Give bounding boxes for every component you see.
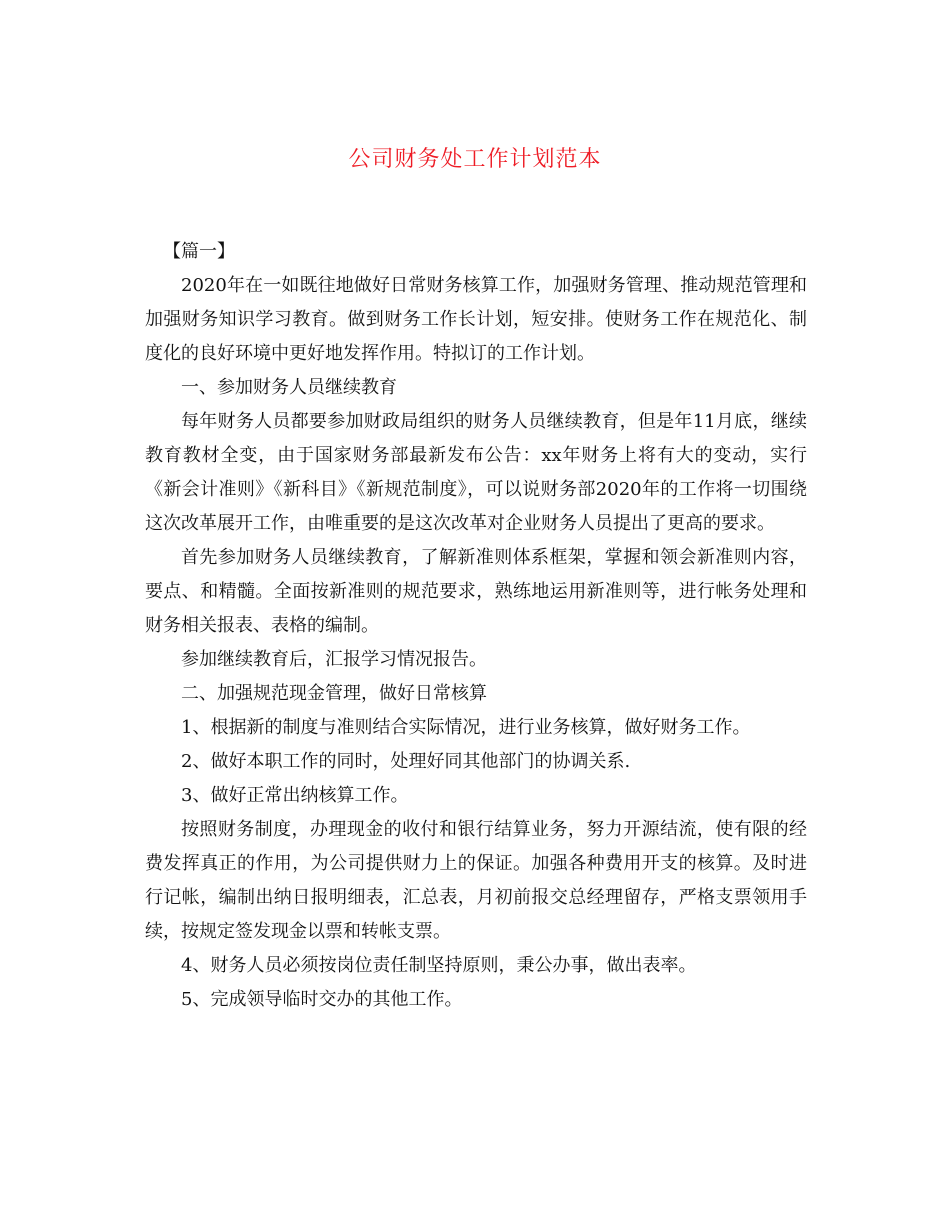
list-item: 3、做好正常出纳核算工作。 <box>181 785 409 806</box>
document-title: 公司财务处工作计划范本 <box>348 147 602 172</box>
list-item: 1、根据新的制度与准则结合实际情况，进行业务核算，做好财务工作。 <box>181 717 751 738</box>
list-item: 2、做好本职工作的同时，处理好同其他部门的协调关系. <box>181 751 631 772</box>
section-heading-2: 二、加强规范现金管理，做好日常核算 <box>181 683 487 704</box>
section-heading-1: 一、参加财务人员继续教育 <box>181 377 397 398</box>
paragraph: 首先参加财务人员继续教育，了解新准则体系框架，掌握和领会新准则内容，要点、和精髓。全面按新准则的规范要求，熟练地运用新准则等，进行帐务处理和财务相关报表、表格的编制。 <box>145 547 807 636</box>
paragraph: 参加继续教育后，汇报学习情况报告。 <box>181 649 487 670</box>
document-body <box>145 235 807 1017</box>
paragraph: 每年财务人员都要参加财政局组织的财务人员继续教育，但是年11月底，继续教育教材全变，由于国家财务部最新发布公告：xx年财务上将有大的变动，实行《新会计准则》《新科目》《新规范制度》，可以说财务部2020年的工作将一切围绕这次改革展开工作，由唯重要的是这次改革对企业财务人员提出了更高的要求。 <box>145 411 807 534</box>
paragraph: 按照财务制度，办理现金的收付和银行结算业务，努力开源结流，使有限的经费发挥真正的作用，为公司提供财力上的保证。加强各种费用开支的核算。及时进行记帐，编制出纳日报明细表，汇总表，月初前报交总经理留存，严格支票领用手续，按规定签发现金以票和转帐支票。 <box>145 819 807 942</box>
section-label: 【篇一】 <box>163 241 235 262</box>
list-item: 5、完成领导临时交办的其他工作。 <box>181 989 463 1010</box>
list-item: 4、财务人员必须按岗位责任制坚持原则，秉公办事，做出表率。 <box>181 955 697 976</box>
intro-paragraph: 2020年在一如既往地做好日常财务核算工作，加强财务管理、推动规范管理和加强财务知识学习教育。做到财务工作长计划，短安排。使财务工作在规范化、制度化的良好环境中更好地发挥作用。特拟订的工作计划。 <box>145 275 807 364</box>
